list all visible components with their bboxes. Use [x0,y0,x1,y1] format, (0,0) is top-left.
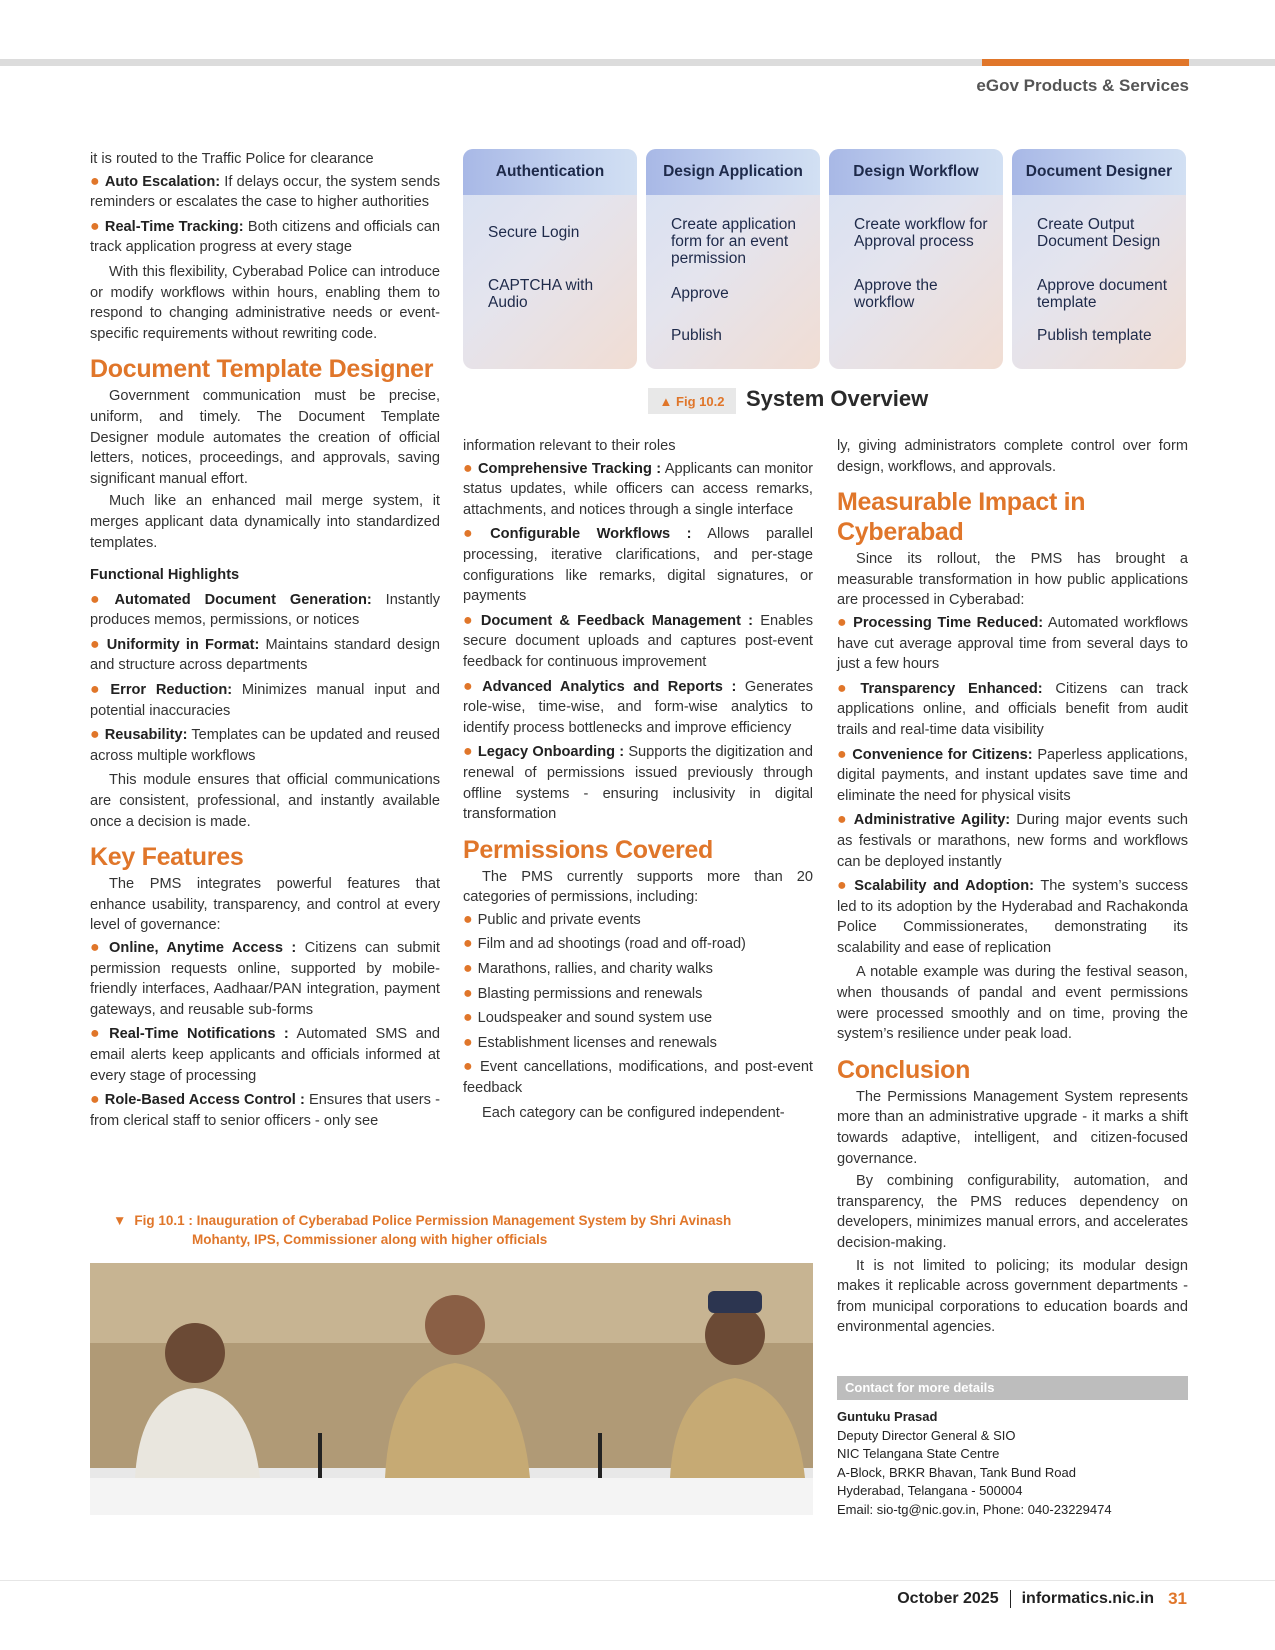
paragraph: Much like an enhanced mail merge system, it merges applicant data dynamically into standardized templates. [90,493,440,551]
bullet-item: ● Transparency Enhanced: Citizens can track applications online, and officials benefit from audit trails and real-time data visibility [837,679,1188,738]
paragraph: The Permissions Management System represents more than an administrative upgrade - it marks a shift towards adaptive, intelligent, and citizen-focused governance. [837,1088,1188,1167]
card-item: Approve [671,285,729,302]
footer-site: informatics.nic.in [1021,1590,1155,1607]
diagram-card-authentication [463,149,637,369]
paragraph: ly, giving administrators complete control over form design, workflows, and approvals. [837,438,1188,475]
footer-rule [0,1580,1275,1581]
paragraph: With this flexibility, Cyberabad Police can introduce or modify workflows within hours, enabling them to respond to changing administrative needs or event-specific requirements without rewriting code. [90,263,440,342]
bullet-item: ● Convenience for Citizens: Paperless applications, digital payments, and instant updates save time and eliminate the need for physical visits [837,745,1188,804]
bullet-item: ● Comprehensive Tracking : Applicants can monitor status updates, while officers can access remarks, attachments, and notices through a single interface [463,459,813,518]
bullet-item: ● Auto Escalation: If delays occur, the system sends reminders or escalates the case to higher authorities [90,172,440,211]
diagram-card-design-workflow [829,149,1003,369]
card-item: Approve document template [1037,277,1168,311]
contact-line: Hyderabad, Telangana - 500004 [837,1483,1023,1498]
permission-item: ● Establishment licenses and renewals [463,1033,717,1051]
footer [897,1589,1187,1609]
caption-marker-icon: ▼ [113,1213,127,1228]
paragraph: The PMS currently supports more than 20 categories of permissions, including: [463,868,813,906]
card-heading: Authentication [463,149,637,195]
bullet-item: ● Error Reduction: Minimizes manual input and potential inaccuracies [90,681,440,719]
diagram-card-document-designer [1012,149,1186,369]
inauguration-photo [90,1263,813,1515]
bullet-item: ● Advanced Analytics and Reports : Generates role-wise, time-wise, and form-wise analytics to identify process bottlenecks and improve efficiency [463,677,813,736]
photo-illustration [90,1263,813,1515]
top-rule-accent [982,59,1189,66]
bullet-item: ● Uniformity in Format: Maintains standard design and structure across departments [90,635,440,674]
permission-item: ● Public and private events [463,910,641,928]
card-item: Publish [671,327,722,344]
heading-conclusion: Conclusion [837,1055,971,1084]
card-item: Approve the workflow [854,277,938,311]
paragraph: Government communication must be precise, uniform, and timely. The Document Template Designer module automates the creation of official letters, notices, proceedings, and approvals, saving significant manual effort. [90,388,440,487]
column-3 [837,436,1188,1340]
contact-details [837,1408,1112,1519]
heading-document-template-designer: Document Template Designer [90,355,434,384]
bullet-item: ● Legacy Onboarding : Supports the digitization and renewal of permissions issued previously through offline systems - ensuring inclusivity in digital transformation [463,743,813,823]
paragraph: it is routed to the Traffic Police for clearance [90,151,374,167]
column-2 [463,436,813,1125]
bullet-item: ● Role-Based Access Control : Ensures that users - from clerical staff to senior officers - only see [90,1091,440,1129]
heading-key-features: Key Features [90,843,244,872]
card-item: CAPTCHA with Audio [488,277,594,311]
permission-item: ● Film and ad shootings (road and off-road) [463,935,746,953]
bullet-item: ● Configurable Workflows : Allows parallel processing, iterative clarifications, and per-stage configurations like remarks, digital signatures, or payments [463,525,813,605]
heading-permissions-covered: Permissions Covered [463,835,713,864]
paragraph: The PMS integrates powerful features that enhance usability, transparency, and control at every level of governance: [90,876,440,934]
bullet-item: ● Real-Time Notifications : Automated SMS and email alerts keep applicants and officials informed at every stage of processing [90,1025,440,1084]
contact-line: A-Block, BRKR Bhavan, Tank Bund Road [837,1464,1076,1480]
contact-line: NIC Telangana State Centre [837,1446,1000,1461]
footer-separator [1010,1590,1011,1608]
bullet-item: ● Online, Anytime Access : Citizens can submit permission requests online, supported by mobile-friendly interfaces, Aadhaar/PAN integration, payment gateways, and reusable sub-forms [90,939,440,1018]
paragraph: A notable example was during the festival season, when thousands of pandal and event permissions were processed smoothly and on time, proving the system’s resilience under peak load. [837,964,1188,1043]
card-item: Publish template [1037,327,1152,344]
diagram-card-design-application [646,149,820,369]
card-item: Create workflow for Approval process [854,216,988,250]
card-item: Create application form for an event permission [671,216,796,267]
paragraph: Since its rollout, the PMS has brought a measurable transformation in how public applications are processed in Cyberabad: [837,551,1188,609]
contact-bar: Contact for more details [837,1376,1188,1400]
heading-functional-highlights: Functional Highlights [90,567,240,584]
permission-item: ● Event cancellations, modifications, and post-event feedback [463,1058,813,1097]
figure-caption [113,1211,813,1249]
card-item: Secure Login [488,224,580,241]
permission-item: ● Marathons, rallies, and charity walks [463,960,713,978]
figure-label: ▲ Fig 10.2 [648,388,736,414]
paragraph: information relevant to their roles [463,438,676,454]
bullet-item: ● Processing Time Reduced: Automated workflows have cut average approval time from several days to just a few hours [837,613,1188,673]
system-overview-diagram [463,149,1189,369]
paragraph: It is not limited to policing; its modular design makes it replicable across government departments - from municipal corporations to education boards and environmental agencies. [837,1257,1188,1336]
page-number: 31 [1168,1589,1187,1608]
bullet-item: ● Scalability and Adoption: The system’s success led to its adoption by the Hyderabad and Rachakonda Police Commissionerates, demonstrating its scalability and ease of replication [837,877,1188,956]
bullet-item: ● Administrative Agility: During major events such as festivals or marathons, new forms and workflows can be deployed instantly [837,811,1188,870]
bullet-item: ● Real-Time Tracking: Both citizens and officials can track application progress at every stage [90,217,441,256]
paragraph: Each category can be configured independent- [482,1104,785,1121]
heading-measurable-impact: Measurable Impact in Cyberabad [837,488,1086,547]
permission-item: ● Blasting permissions and renewals [463,984,703,1002]
bullet-item: ● Reusability: Templates can be updated and reused across multiple workflows [90,726,440,764]
figure-title: System Overview [746,386,929,411]
card-heading: Document Designer [1012,149,1186,195]
bullet-item: ● Document & Feedback Management : Enables secure document uploads and captures post-event feedback for continuous improvement [463,611,813,670]
caption-line-1: Fig 10.1 : Inauguration of Cyberabad Police Permission Management System by Shri Avinash [134,1213,732,1228]
paragraph: By combining configurability, automation, and transparency, the PMS reduces dependency on developers, minimizes manual errors, and accelerates decision-making. [837,1173,1188,1251]
footer-date: October 2025 [897,1590,999,1607]
paragraph: This module ensures that official communications are consistent, professional, and instantly available once a decision is made. [90,772,440,830]
caption-line-2: Mohanty, IPS, Commissioner along with higher officials [192,1232,548,1247]
card-item: Create Output Document Design [1037,216,1161,250]
contact-line: Deputy Director General & SIO [837,1427,1016,1443]
column-1 [90,149,440,1135]
card-heading: Design Application [646,149,820,195]
bullet-item: ● Automated Document Generation: Instantly produces memos, permissions, or notices [90,590,440,629]
permission-item: ● Loudspeaker and sound system use [463,1009,713,1027]
section-label: eGov Products & Services [976,76,1189,95]
contact-line: Email: sio-tg@nic.gov.in, Phone: 040-23229474 [837,1501,1112,1517]
contact-name: Guntuku Prasad [837,1409,938,1424]
card-heading: Design Workflow [829,149,1003,195]
